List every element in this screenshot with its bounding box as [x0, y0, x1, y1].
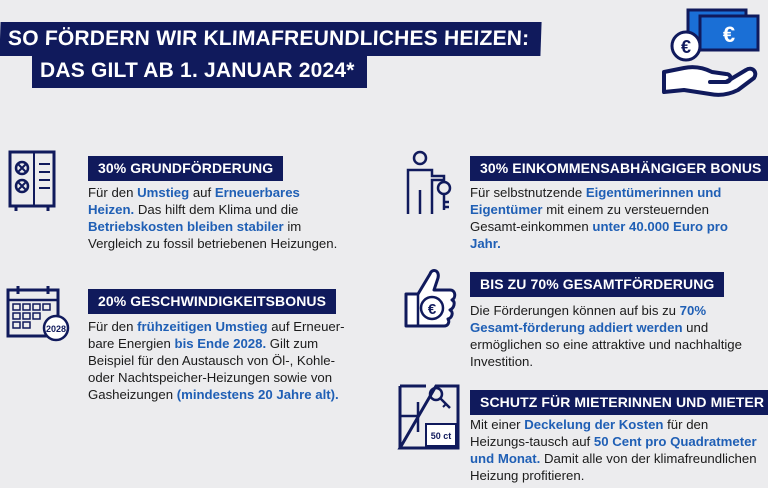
- svg-text:2028: 2028: [45, 324, 67, 334]
- section-4-text: Die Förderungen können auf bis zu 70% Gesamt-förderung addiert werden und ermöglichen so eine attraktive und nachhaltige Investition.: [470, 303, 742, 369]
- section-5-text: Mit einer Deckelung der Kosten für den Heizungs-tausch auf 50 Cent pro Quadratmeter und Monat. Damit alle von der klimafreundlichen Heizung profitieren.: [470, 417, 757, 483]
- svg-text:€: €: [427, 301, 437, 318]
- section-4-heading: BIS ZU 70% GESAMTFÖRDERUNG: [470, 272, 724, 297]
- calendar-2028-icon: [6, 284, 70, 342]
- section-1-text: Für den Umstieg auf Erneuerbares Heizen. Das hilft dem Klima und die Betriebskosten bleiben stabiler im Vergleich zu fossil betriebenen Heizungen.: [88, 185, 338, 251]
- section-3-text: Für selbstnutzende Eigentümerinnen und Eigentümer mit einem zu versteuernden Gesamt-einkommen unter 40.000 Euro pro Jahr.: [470, 185, 728, 251]
- section-1-heading: 30% GRUNDFÖRDERUNG: [88, 156, 283, 181]
- hand-with-euro-money-icon: [660, 6, 760, 98]
- coin-euro-symbol: €: [680, 37, 692, 57]
- title-line-2: DAS GILT AB 1. JANUAR 2024*: [32, 54, 367, 88]
- heating-unit-icon: [8, 150, 58, 212]
- person-with-key-icon: [404, 150, 460, 216]
- floorplan-key-50ct-icon: [396, 382, 462, 452]
- thumbs-up-euro-icon: [398, 264, 460, 330]
- euro-symbol: €: [722, 22, 736, 47]
- title-line-1: SO FÖRDERN WIR KLIMAFREUNDLICHES HEIZEN:: [0, 22, 542, 56]
- section-3-heading: 30% EINKOMMENSABHÄNGIGER BONUS: [470, 156, 768, 181]
- svg-text:50 ct: 50 ct: [430, 431, 452, 441]
- section-2-heading: 20% GESCHWINDIGKEITSBONUS: [88, 289, 336, 314]
- section-2-text: Für den frühzeitigen Umstieg auf Erneuer-bare Energien bis Ende 2028. Gilt zum Beispiel für den Austausch von Öl-, Kohle- oder Nachtspeicher-Heizungen sowie von Gasheizungen (mindestens 20 Jahre alt).: [88, 319, 345, 402]
- section-5-heading: SCHUTZ FÜR MIETERINNEN UND MIETER: [470, 390, 768, 415]
